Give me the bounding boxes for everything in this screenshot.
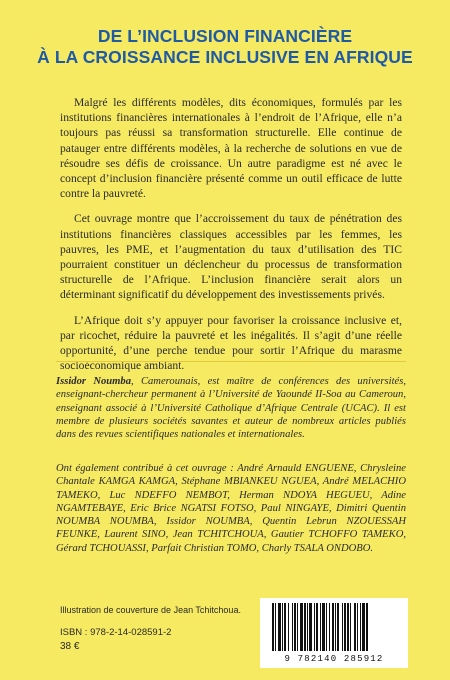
author-bio-text: , Camerounais, est maître de conférences des universités, enseignant-chercheur permanent à l’Université de Yaoundé II-Soa au Cameroun, enseignant associé à l’Université Catholique d’Afrique Centrale (UCAC). Il est membre de plusieurs sociétés savantes et auteur de nombreux articles publiés dans des revues scientifiques nationales et internationales. (56, 376, 406, 441)
book-title (0, 26, 450, 68)
author-name: Issidor Noumba (56, 376, 131, 387)
title-line-2: À LA CROISSANCE INCLUSIVE EN AFRIQUE (37, 47, 413, 67)
illustration-credit: Illustration de couverture de Jean Tchitchoua. (60, 605, 241, 615)
price-text: 38 € (60, 641, 80, 652)
summary-paragraph-3: L’Afrique doit s’y appuyer pour favoriser la croissance inclusive et, par ricochet, réduire la pauvreté et les inégalités. Il s’agit d’une réelle opportunité, d’une perche tendue pour sortir l’Afrique du marasme socioéconomique ambiant. (60, 313, 402, 373)
summary-text (60, 95, 402, 383)
summary-paragraph-2: Cet ouvrage montre que l’accroissement du taux de pénétration des institutions financières classiques accessibles par les femmes, les pauvres, les PME, et l’augmentation du taux d’utilisation des TIC pourraient constituer un déclencheur du processus de transformation structurelle de l’Afrique. L’inclusion financière serait alors un déterminant significatif du développement des investissements privés. (60, 212, 402, 302)
contributors-text: Ont également contribué à cet ouvrage : André Arnauld ENGUENE, Chrysleine Chantale KAMGA KAMGA, Stéphane MBIANKEU NGUEA, André MELACHIO TAMEKO, Luc NDEFFO NEMBOT, Herman NDOYA HEGUEU, Adine NGAMTEBAYE, Eric Brice NGATSI FOTSO, Paul NINGAYE, Dimitri Quentin NOUMBA NOUMBA, Issidor NOUMBA, Quentin Lebrun NZOUESSAH FEUNKE, Laurent SINO, Jean TCHITCHOUA, Gautier TCHOFFO TAMEKO, Gérard TCHOUASSI, Parfait Christian TOMO, Charly TSALA ONDOBO. (56, 463, 406, 554)
isbn-text: ISBN : 978-2-14-028591-2 (60, 627, 172, 638)
barcode-bars-icon (268, 603, 400, 653)
author-bio (56, 375, 406, 441)
barcode (260, 598, 408, 668)
barcode-number: 9 782140 285912 (284, 654, 384, 664)
title-line-1: DE L’INCLUSION FINANCIÈRE (97, 26, 353, 46)
section-divider (56, 361, 406, 362)
summary-paragraph-1: Malgré les différents modèles, dits économiques, formulés par les institutions financières internationales à l’endroit de l’Afrique, elle n’a toujours pas réussi sa transformation structurelle. Elle continue de patauger entre différents modèles, à la recherche de solutions en vue de résoudre ses défis de croissance. Un autre paradigme est né avec le concept d’inclusion financière présenté comme un outil efficace de lutte contre la pauvreté. (60, 96, 402, 201)
